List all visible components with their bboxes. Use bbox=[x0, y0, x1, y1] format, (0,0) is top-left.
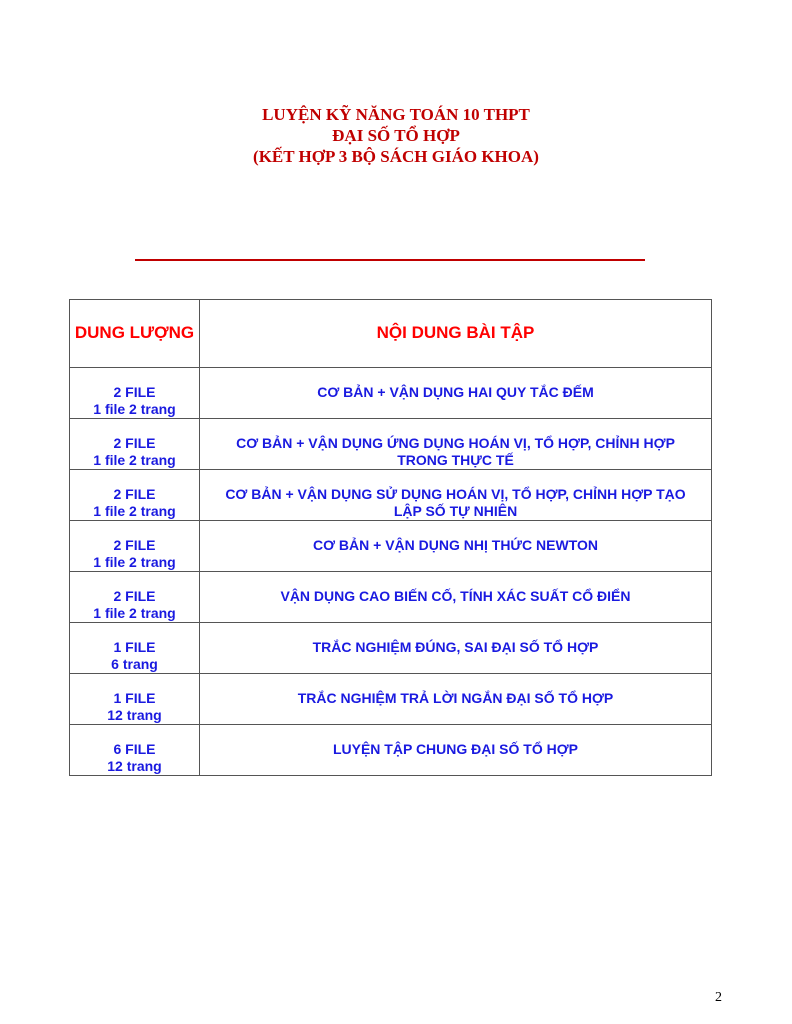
page-count: 6 trang bbox=[111, 656, 158, 672]
page-count: 1 file 2 trang bbox=[93, 503, 176, 519]
file-count: 2 FILE bbox=[113, 537, 156, 553]
file-count: 1 FILE bbox=[113, 639, 156, 655]
file-count: 2 FILE bbox=[113, 588, 156, 604]
page-count: 12 trang bbox=[107, 758, 162, 774]
file-count: 2 FILE bbox=[113, 435, 156, 451]
capacity-cell bbox=[70, 623, 200, 674]
table-row bbox=[70, 572, 712, 623]
file-count: 2 FILE bbox=[113, 384, 156, 400]
document-title bbox=[0, 104, 792, 167]
table-row bbox=[70, 368, 712, 419]
title-line-2: ĐẠI SỐ TỔ HỢP bbox=[332, 126, 460, 145]
table-row bbox=[70, 674, 712, 725]
page-number: 2 bbox=[715, 990, 722, 1005]
table-row bbox=[70, 470, 712, 521]
table-header-row bbox=[70, 300, 712, 368]
title-line-3: (KẾT HỢP 3 BỘ SÁCH GIÁO KHOA) bbox=[253, 147, 539, 166]
content-cell: CƠ BẢN + VẬN DỤNG SỬ DỤNG HOÁN VỊ, TỔ HỢP, CHỈNH HỢP TẠO LẬP SỐ TỰ NHIÊN bbox=[200, 470, 712, 521]
table-row bbox=[70, 521, 712, 572]
content-cell: LUYỆN TẬP CHUNG ĐẠI SỐ TỔ HỢP bbox=[200, 725, 712, 776]
header-content: NỘI DUNG BÀI TẬP bbox=[200, 300, 712, 368]
capacity-cell bbox=[70, 419, 200, 470]
divider-line bbox=[135, 259, 645, 261]
page-count: 1 file 2 trang bbox=[93, 452, 176, 468]
content-cell: TRẮC NGHIỆM TRẢ LỜI NGẮN ĐẠI SỐ TỔ HỢP bbox=[200, 674, 712, 725]
table-row bbox=[70, 623, 712, 674]
capacity-cell bbox=[70, 368, 200, 419]
file-count: 2 FILE bbox=[113, 486, 156, 502]
capacity-cell bbox=[70, 572, 200, 623]
capacity-cell bbox=[70, 674, 200, 725]
capacity-cell bbox=[70, 470, 200, 521]
title-line-1: LUYỆN KỸ NĂNG TOÁN 10 THPT bbox=[262, 105, 530, 124]
file-count: 6 FILE bbox=[113, 741, 156, 757]
page-count: 1 file 2 trang bbox=[93, 605, 176, 621]
capacity-cell bbox=[70, 521, 200, 572]
content-cell: CƠ BẢN + VẬN DỤNG ỨNG DỤNG HOÁN VỊ, TỔ HỢP, CHỈNH HỢP TRONG THỰC TẾ bbox=[200, 419, 712, 470]
content-cell: CƠ BẢN + VẬN DỤNG NHỊ THỨC NEWTON bbox=[200, 521, 712, 572]
page-count: 1 file 2 trang bbox=[93, 401, 176, 417]
table-row bbox=[70, 419, 712, 470]
header-capacity: DUNG LƯỢNG bbox=[70, 300, 200, 368]
page-count: 12 trang bbox=[107, 707, 162, 723]
content-cell: CƠ BẢN + VẬN DỤNG HAI QUY TẮC ĐẾM bbox=[200, 368, 712, 419]
content-cell: TRẮC NGHIỆM ĐÚNG, SAI ĐẠI SỐ TỔ HỢP bbox=[200, 623, 712, 674]
page-count: 1 file 2 trang bbox=[93, 554, 176, 570]
capacity-cell bbox=[70, 725, 200, 776]
file-count: 1 FILE bbox=[113, 690, 156, 706]
content-cell: VẬN DỤNG CAO BIẾN CỐ, TÍNH XÁC SUẤT CỔ ĐIỂN bbox=[200, 572, 712, 623]
content-table bbox=[69, 299, 712, 776]
table-row bbox=[70, 725, 712, 776]
